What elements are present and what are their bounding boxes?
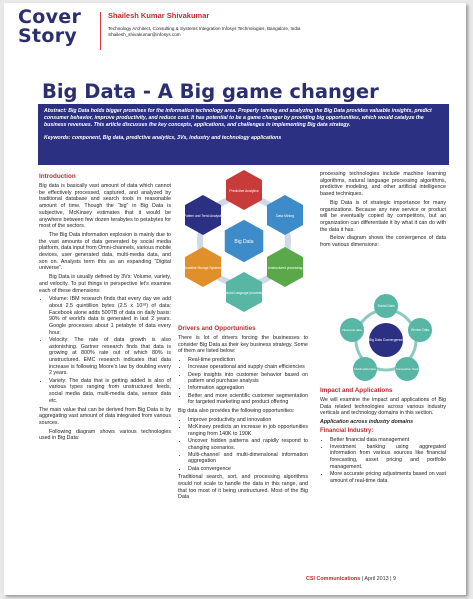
list-item: • Multi-channel and multi-dimensional information aggregation xyxy=(188,452,308,465)
list-item: • McKinsey predicts an increase in job opportunities ranging from 140K to 190K xyxy=(188,424,308,437)
column-impact xyxy=(320,387,446,486)
intro-paragraph-3: Big Data is usually defined by 3Vs: Volume, variety, and velocity. To put things in perspective let's examine each of these dimensions: xyxy=(39,274,171,294)
node-label: Data Mining xyxy=(275,214,295,218)
section-title-line-1: Cover xyxy=(18,6,82,28)
drivers-paragraph-2: Big data also provides the following opportunities: xyxy=(178,408,295,415)
list-item: • Better financial data management xyxy=(330,437,446,444)
author-block xyxy=(108,11,448,38)
diagram-center-label: Big Data Convergence xyxy=(368,338,404,342)
node-label: Sensor Data xyxy=(410,328,430,332)
intro-paragraph-2: The Big Data information explosion is mainly due to the vast amounts of data generated by social media platform, data input from Omni-channels, various mobile devices, user generated data, multi-media data, and son on. Analysts term this as an expanding “Digital universe”. xyxy=(39,231,171,272)
node-label: Pattern and Trend Analysis xyxy=(183,214,223,218)
column-introduction xyxy=(39,173,171,444)
list-item: • Investment banking using aggregated information from various sources like financial forecasting, asset pricing and portfolio management. xyxy=(330,444,446,471)
intro-paragraph-4: The main value that can be derived from Big Data is by aggregating vast amount of data integrated from various sources. xyxy=(39,406,171,426)
node-label: Scalable Storage Systems xyxy=(184,266,222,270)
list-item: • Volume: IBM research finds that every day we add about 2.5 quintillion bytes (2.5 x 10¹⁸) of data: Facebook alone adds 500TB of data on daily basis: 90% of world's data is generated in last 2 years. Google processes about 1 petabyte of data every hour. xyxy=(49,296,171,336)
intro-paragraph-1: Big data is basically vast amount of data which cannot be effectively processed, captured, and analyzed by traditional database and search tools in reasonable amount of time. Though the “big” in Big Data is subjective, McKinsey estimates that it would be anywhere between few dozen terabytes to petabytes for most of the sectors. xyxy=(39,183,171,230)
issue-date: April 2013 xyxy=(364,576,389,582)
node-label: Transaction Data xyxy=(395,367,419,371)
section-title-line-2: Story xyxy=(18,25,78,47)
financial-list xyxy=(320,437,446,485)
subheading-industry-domains: Application across industry domains xyxy=(320,419,414,426)
keywords-text: Keywords: component, Big data, predictive analytics, 3Vs, industry and technology applications xyxy=(44,135,282,141)
column-right-top xyxy=(320,171,446,251)
list-item: • Increase operational and supply chain efficiencies xyxy=(188,364,308,371)
drivers-list xyxy=(178,357,308,406)
big-data-technologies-diagram xyxy=(176,167,312,317)
drivers-paragraph-1: There is lot of drivers forcing the businesses to consider Big Data as their key business strategy. Some of them are listed below: xyxy=(178,335,308,355)
drivers-paragraph-3: Traditional search, sort, and processing algorithms would not scale to handle the data in this range, and that too most of it being unstructured. Most of the Big Data xyxy=(178,474,308,501)
list-item: • Real-time prediction xyxy=(188,357,308,364)
list-item: • Information aggregation xyxy=(188,385,308,392)
author-role: Technology Architect, Consulting & Systems Integration Infosys Technologies, Bangalore, India xyxy=(108,26,301,31)
heading-introduction: Introduction xyxy=(39,173,76,180)
node-label: Multimedia Data xyxy=(354,367,376,371)
diagram-center-label: Big Data xyxy=(234,239,254,245)
right-paragraph-3: Below diagram shows the convergence of data from various dimensions: xyxy=(320,235,446,249)
right-paragraph-2: Big Data is of strategic importance for many organizations. Because any new service or product will be eventually copied by competitors, but an organization can differentiate it by what it can do with the data it has. xyxy=(320,199,446,233)
big-data-convergence-diagram xyxy=(325,293,447,383)
list-item: • More accurate pricing adjustments based on vast amount of real-time data xyxy=(330,471,446,484)
list-item: • Data convergence xyxy=(188,466,308,473)
list-item: • Improve productivity and innovation xyxy=(188,417,308,424)
abstract-box xyxy=(38,104,449,165)
heading-impact: Impact and Applications xyxy=(320,387,393,394)
intro-paragraph-5: Following diagram shows various technologies used in Big Data: xyxy=(39,428,171,442)
page-number: 9 xyxy=(393,576,397,582)
node-label: Predictive Analytics xyxy=(229,189,259,193)
footer-separator-2: | xyxy=(388,576,394,582)
header-divider xyxy=(100,12,101,50)
column-drivers xyxy=(178,325,308,503)
list-item: • Uncover hidden patterns and rapidly respond to changing scenarios. xyxy=(188,438,308,451)
abstract-text: Abstract: Big Data holds bigger promises for the information technology area. Properly taming and analyzing the Big Data provides valuable insights, predict consumer behavior, improve productivity, and reduce cost. It has potential to be a game changer by providing big opportunities, which would catalyze the business revenues. This article discusses the key concepts, applications, and challenges in implementing Big data strategy. xyxy=(44,108,432,128)
page xyxy=(4,3,466,595)
footer-separator: | xyxy=(360,576,365,582)
list-item: • Velocity: The rate of data growth is also astonishing. Gartner research finds that data is growing at 800% rate out of which 80% is unstructured. EMC research indicates that data increase is following Moore's law by doubling every 2 years. xyxy=(49,337,171,377)
article-title: Big Data - A Big game changer xyxy=(42,80,379,103)
list-item: • Deep insights into customer behavior based on pattern and purchase analysis xyxy=(188,372,308,385)
list-item: • Better and more scientific customer segmentation for targeted marketing and product offering xyxy=(188,393,308,406)
node-label: Natural Language processing xyxy=(223,291,265,295)
magazine-name: CSI Communications xyxy=(306,576,361,582)
author-email: Shailesh_shivakumar@infosys.com xyxy=(108,32,181,37)
node-label: Social Data xyxy=(377,304,395,308)
list-item: • Variety: The data that is getting added is also of various types ranging from unstructured feeds, social media data, multi-media data, sensor data etc. xyxy=(49,378,171,405)
heading-drivers: Drivers and Opportunities xyxy=(178,325,256,332)
node-label: Historical data xyxy=(342,328,362,332)
right-paragraph-1: processing technologies include machine learning algorithms, natural language processing algorithms, predictive modeling, and other artificial intelligence based techniques. xyxy=(320,171,446,198)
page-footer xyxy=(306,576,396,582)
section-title xyxy=(18,8,81,46)
opportunities-list xyxy=(178,417,308,473)
vvv-list xyxy=(39,296,171,404)
author-name: Shailesh Kumar Shivakumar xyxy=(108,11,210,20)
node-label: Unstructured processing xyxy=(267,266,303,270)
impact-paragraph-1: We will examine the impact and applications of Big Data related technologies across various industry verticals and technology domains in this section. xyxy=(320,397,446,417)
heading-financial-industry: Financial Industry: xyxy=(320,427,374,434)
